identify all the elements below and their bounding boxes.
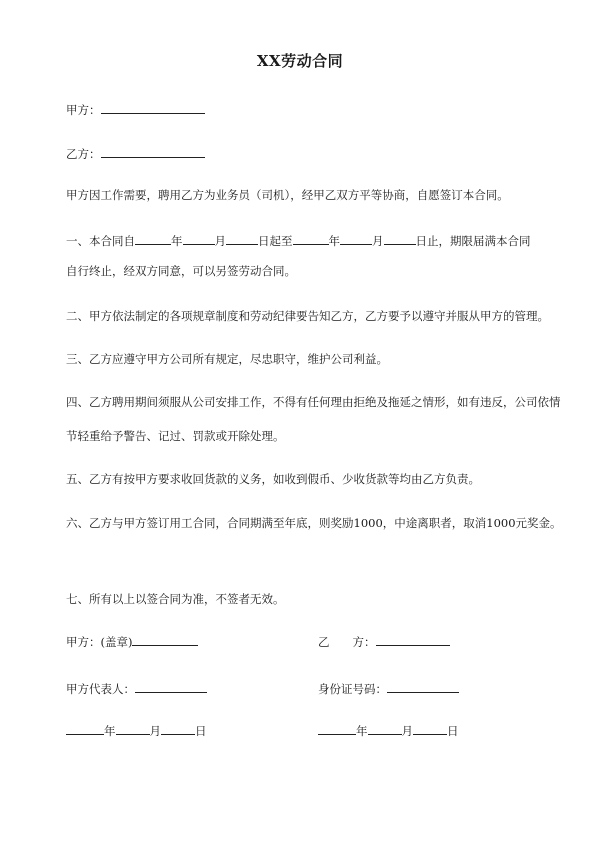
party-b-year-blank[interactable] [318,722,356,735]
party-b-month-blank[interactable] [368,722,402,735]
party-b-day-label: 日 [447,724,459,738]
start-month-blank[interactable] [183,232,215,245]
party-b-sign-blank[interactable] [376,633,450,646]
clause-1-month-label: 月 [214,234,226,248]
clause-7: 七、所有以上以签合同为准，不签者无效。 [66,592,285,606]
start-year-blank[interactable] [135,232,171,245]
clause-3: 三、乙方应遵守甲方公司所有规定，尽忠职守，维护公司利益。 [66,352,388,366]
party-b-date-line [318,722,459,740]
party-a-seal-label: 甲方：(盖章) [66,635,133,649]
party-b-blank[interactable] [101,145,205,158]
party-a-rep-line [66,680,207,698]
party-a-day-label: 日 [195,724,207,738]
party-a-date-line [66,722,207,740]
party-b-day-blank[interactable] [413,722,447,735]
clause-6: 六、乙方与甲方签订用工合同，合同期满至年底，则奖励1000，中途离职者，取消1000元奖金。 [66,516,562,530]
document-title: XX劳动合同 [256,52,344,70]
id-number-blank[interactable] [387,680,459,693]
party-a-blank[interactable] [101,101,205,114]
party-b-sign-line [318,633,450,651]
end-day-blank[interactable] [384,232,416,245]
party-a-day-blank[interactable] [161,722,195,735]
party-a-label: 甲方： [66,103,101,117]
clause-5: 五、乙方有按甲方要求收回货款的义务，如收到假币、少收货款等均由乙方负责。 [66,472,480,486]
clause-1-day-from: 日起至 [258,234,293,248]
intro-paragraph: 甲方因工作需要，聘用乙方为业务员（司机），经甲乙双方平等协商，自愿签订本合同。 [66,188,509,202]
clause-2: 二、甲方依法制定的各项规章制度和劳动纪律要告知乙方，乙方要予以遵守并服从甲方的管理。 [66,309,549,323]
end-month-blank[interactable] [340,232,372,245]
party-b-sign-label: 乙 方： [318,635,376,649]
party-a-month-label: 月 [149,724,161,738]
clause-1-year2-label: 年 [328,234,340,248]
party-a-seal-line [66,633,198,651]
party-a-seal-blank[interactable] [132,633,198,646]
party-a-rep-blank[interactable] [135,680,207,693]
clause-1-year-label: 年 [171,234,183,248]
party-a-month-blank[interactable] [116,722,150,735]
party-b-line [66,145,566,163]
party-b-year-label: 年 [356,724,368,738]
id-number-line [318,680,459,698]
clause-1-line-2: 自行终止，经双方同意，可以另签劳动合同。 [66,264,296,278]
party-a-year-label: 年 [104,724,116,738]
party-a-line [66,101,566,119]
party-a-year-blank[interactable] [66,722,104,735]
clause-1-month2-label: 月 [372,234,384,248]
party-b-month-label: 月 [401,724,413,738]
end-year-blank[interactable] [293,232,329,245]
clause-1-line-1 [66,232,566,250]
party-b-label: 乙方： [66,147,101,161]
id-number-label: 身份证号码： [318,682,387,696]
start-day-blank[interactable] [226,232,258,245]
clause-4: 四、乙方聘用期间须服从公司安排工作，不得有任何理由拒绝及拖延之情形，如有违反，公司依情节轻重给予警告、记过、罚款或开除处理。 [66,395,561,443]
clause-1-day-to: 日止，期限届满本合同 [415,234,531,248]
clause-1-prefix: 一、本合同自 [66,234,135,248]
party-a-rep-label: 甲方代表人： [66,682,135,696]
